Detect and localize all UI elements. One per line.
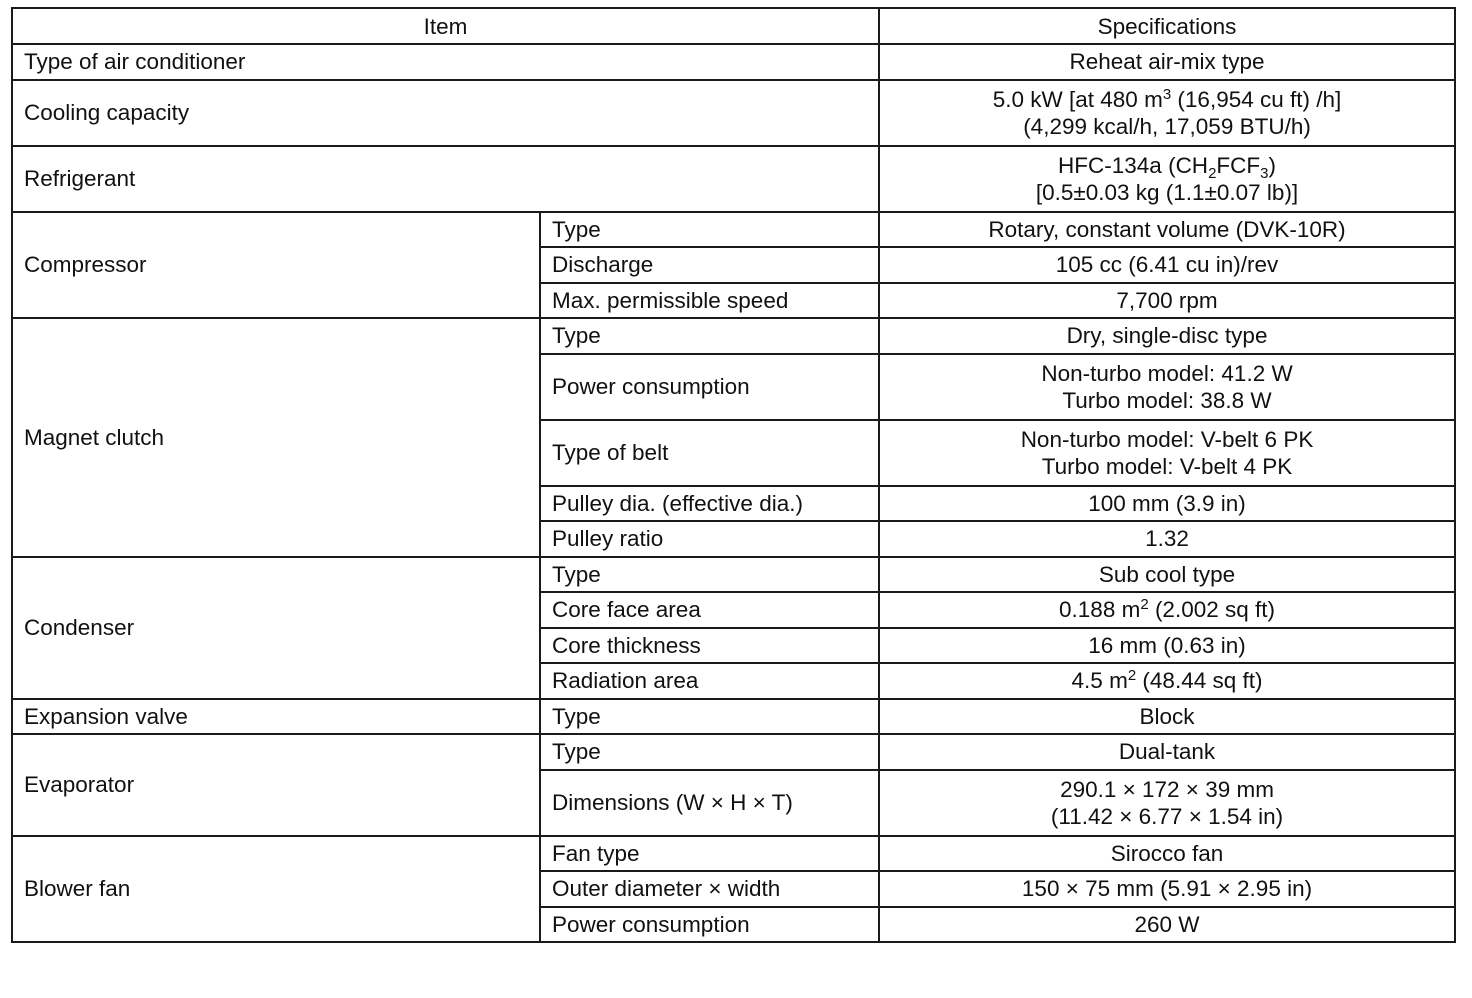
radiation-area-value — [879, 663, 1455, 699]
refrigerant-subscript-2: 3 — [1260, 164, 1269, 182]
table-row — [12, 146, 1455, 212]
fan-power-value: 260 W — [879, 907, 1455, 943]
magnet-clutch-label: Magnet clutch — [12, 318, 540, 557]
core-face-superscript: 2 — [1140, 596, 1149, 614]
cooling-superscript: 3 — [1162, 85, 1172, 103]
clutch-type-value: Dry, single-disc type — [879, 318, 1455, 354]
compressor-type-label: Type — [540, 212, 879, 248]
table-row — [12, 836, 1455, 872]
clutch-power-line1: Non-turbo model: 41.2 W — [1041, 360, 1293, 386]
refrigerant-label: Refrigerant — [12, 146, 879, 212]
table-header-row — [12, 8, 1455, 44]
radiation-text-a: 4.5 m — [1071, 668, 1128, 694]
core-thickness-value: 16 mm (0.63 in) — [879, 628, 1455, 664]
compressor-speed-label: Max. permissible speed — [540, 283, 879, 319]
compressor-label: Compressor — [12, 212, 540, 319]
refrigerant-subscript-1: 2 — [1208, 164, 1217, 182]
clutch-belt-line1: Non-turbo model: V-belt 6 PK — [1020, 426, 1314, 452]
radiation-area-label: Radiation area — [540, 663, 879, 699]
core-face-value — [879, 592, 1455, 628]
expansion-valve-value: Block — [879, 699, 1455, 735]
clutch-type-label: Type — [540, 318, 879, 354]
evaporator-type-value: Dual-tank — [879, 734, 1455, 770]
table-row — [12, 734, 1455, 770]
evaporator-type-label: Type — [540, 734, 879, 770]
clutch-belt-line2: Turbo model: V-belt 4 PK — [1041, 453, 1293, 479]
cooling-capacity-line1 — [891, 86, 1443, 113]
pulley-dia-label: Pulley dia. (effective dia.) — [540, 486, 879, 522]
condenser-label: Condenser — [12, 557, 540, 699]
cooling-text-a: 5.0 kW [at 480 m — [992, 86, 1163, 112]
table-row — [12, 212, 1455, 248]
fan-type-label: Fan type — [540, 836, 879, 872]
compressor-discharge-value: 105 cc (6.41 cu in)/rev — [879, 247, 1455, 283]
refrigerant-line1 — [891, 152, 1443, 182]
core-face-text-b: (2.002 sq ft) — [1148, 597, 1275, 623]
core-face-text-a: 0.188 m — [1059, 597, 1141, 623]
ac-type-label: Type of air conditioner — [12, 44, 879, 80]
clutch-power-line2: Turbo model: 38.8 W — [1062, 387, 1272, 413]
compressor-speed-value: 7,700 rpm — [879, 283, 1455, 319]
table-row — [12, 318, 1455, 354]
evaporator-dimensions-line2: (11.42 × 6.77 × 1.54 in) — [1050, 803, 1284, 829]
pulley-dia-value: 100 mm (3.9 in) — [879, 486, 1455, 522]
evaporator-label: Evaporator — [12, 734, 540, 836]
evaporator-dimensions-line1: 290.1 × 172 × 39 mm — [1060, 776, 1274, 802]
refrigerant-value — [879, 146, 1455, 212]
clutch-power-value — [879, 354, 1455, 420]
fan-power-label: Power consumption — [540, 907, 879, 943]
evaporator-dimensions-label: Dimensions (W × H × T) — [540, 770, 879, 836]
clutch-belt-label: Type of belt — [540, 420, 879, 486]
condenser-type-label: Type — [540, 557, 879, 593]
ac-type-value: Reheat air-mix type — [879, 44, 1455, 80]
header-item: Item — [12, 8, 879, 44]
condenser-type-value: Sub cool type — [879, 557, 1455, 593]
pulley-ratio-label: Pulley ratio — [540, 521, 879, 557]
radiation-text-b: (48.44 sq ft) — [1136, 668, 1263, 694]
table-row — [12, 80, 1455, 146]
fan-outer-value: 150 × 75 mm (5.91 × 2.95 in) — [879, 871, 1455, 907]
cooling-capacity-value — [879, 80, 1455, 146]
blower-fan-label: Blower fan — [12, 836, 540, 943]
table-row — [12, 699, 1455, 735]
table-row — [12, 44, 1455, 80]
core-thickness-label: Core thickness — [540, 628, 879, 664]
refrigerant-line2: [0.5±0.03 kg (1.1±0.07 lb)] — [1035, 179, 1299, 205]
cooling-text-b: (16,954 cu ft) /h] — [1171, 86, 1342, 112]
header-specifications: Specifications — [879, 8, 1455, 44]
refrigerant-text-c: ) — [1268, 152, 1276, 178]
evaporator-dimensions-value — [879, 770, 1455, 836]
table-row — [12, 557, 1455, 593]
compressor-type-value: Rotary, constant volume (DVK-10R) — [879, 212, 1455, 248]
cooling-capacity-line2: (4,299 kcal/h, 17,059 BTU/h) — [1023, 113, 1311, 139]
compressor-discharge-label: Discharge — [540, 247, 879, 283]
cooling-capacity-label: Cooling capacity — [12, 80, 879, 146]
refrigerant-text-b: FCF — [1216, 152, 1261, 178]
clutch-belt-value — [879, 420, 1455, 486]
core-face-label: Core face area — [540, 592, 879, 628]
radiation-superscript: 2 — [1127, 667, 1137, 685]
pulley-ratio-value: 1.32 — [879, 521, 1455, 557]
refrigerant-text-a: HFC-134a (CH — [1058, 152, 1209, 178]
expansion-valve-label: Expansion valve — [12, 699, 540, 735]
fan-outer-label: Outer diameter × width — [540, 871, 879, 907]
expansion-valve-type-label: Type — [540, 699, 879, 735]
fan-type-value: Sirocco fan — [879, 836, 1455, 872]
specifications-table — [11, 7, 1456, 943]
clutch-power-label: Power consumption — [540, 354, 879, 420]
